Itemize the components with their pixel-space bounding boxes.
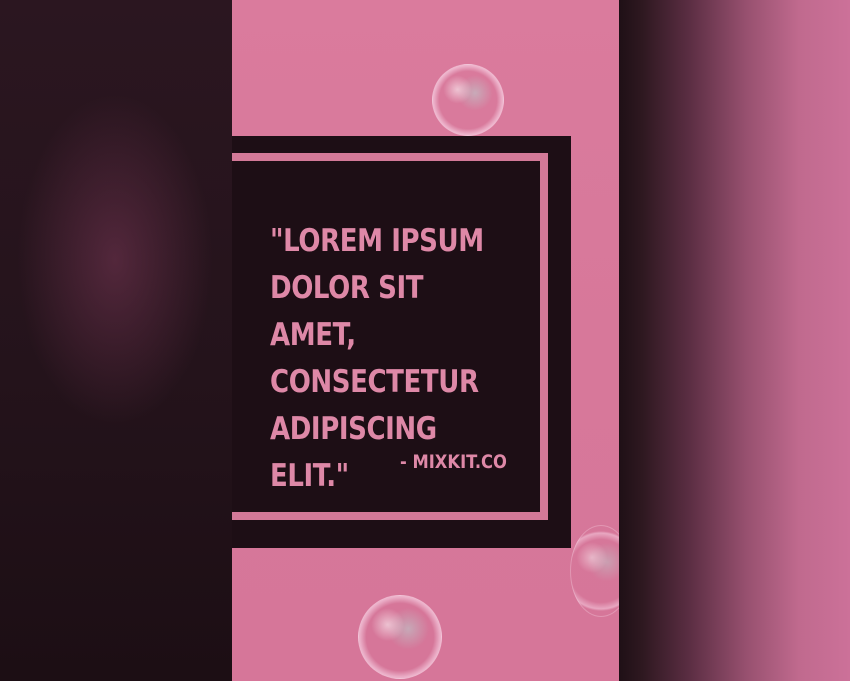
quote-attribution: - MIXKIT.CO [400, 451, 507, 473]
bubble-decoration [358, 595, 442, 679]
quote-text: "LOREM IPSUM DOLOR SIT AMET, CONSECTETUR ADIPISCING ELIT." [270, 223, 484, 494]
bubble-decoration [570, 525, 619, 617]
quote-box [232, 136, 571, 548]
blurred-left-panel [0, 0, 232, 681]
blurred-right-panel [619, 0, 850, 681]
bubble-decoration [432, 64, 504, 136]
quote-card-video [232, 0, 619, 681]
